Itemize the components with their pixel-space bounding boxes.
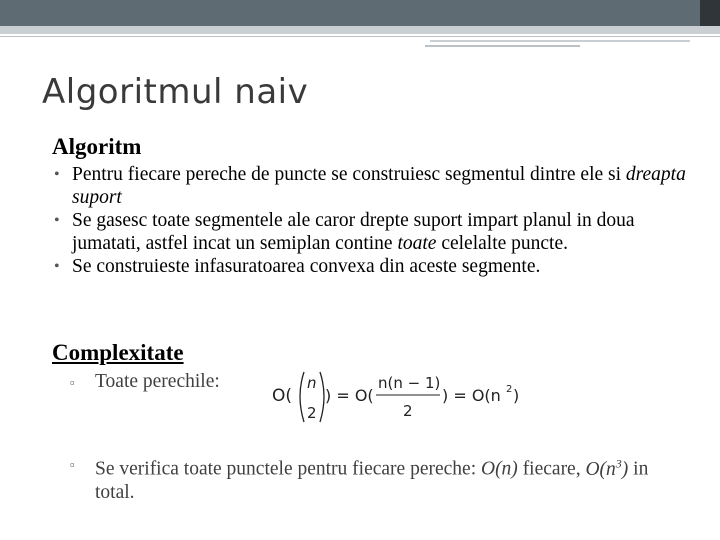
complexity-item-pairs	[70, 370, 220, 393]
pairs-formula	[270, 366, 530, 428]
complexity-item-check	[70, 452, 670, 504]
bullet-dot-icon: •	[54, 212, 60, 229]
algorithm-bullet-list	[54, 163, 704, 278]
fraction-numerator: n(n − 1)	[378, 374, 441, 392]
section-heading-complexitate: Complexitate	[52, 340, 184, 365]
header-bar	[0, 0, 720, 26]
check-text: Se verifica toate punctele pentru fiecare pereche: O(n) fiecare, $O(n^3)$ in total.	[95, 456, 649, 503]
square-bullet-icon: ▫	[70, 375, 75, 390]
pairs-label: Toate perechile:	[95, 371, 220, 392]
formula-close: )	[513, 386, 520, 405]
section-heading-algoritm: Algoritm	[52, 134, 142, 159]
bullet-dot-icon: •	[54, 166, 60, 183]
header-bar-accent	[700, 0, 720, 26]
header-rule-short	[430, 40, 690, 42]
formula-exponent: 2	[506, 384, 513, 395]
complexity-total: $O(n^3)$	[585, 456, 629, 480]
binom-bottom: 2	[307, 404, 317, 422]
formula-o-open: O(	[272, 386, 293, 406]
fraction-denominator: 2	[403, 402, 413, 420]
formula-eq1: ) = O(	[325, 386, 374, 405]
binom-top: n	[307, 374, 317, 392]
square-bullet-icon: ▫	[70, 457, 75, 472]
complexity-per-pair: O(n)	[480, 458, 518, 480]
slide-title: Algoritmul naiv	[42, 72, 309, 112]
bullet-dot-icon: •	[54, 258, 60, 275]
header-strip	[0, 26, 720, 34]
header-rule	[0, 36, 720, 37]
binom-right-paren	[320, 372, 324, 422]
algorithm-bullet-item: • Pentru fiecare pereche de puncte se construiesc segmentul dintre ele si dreapta suport	[54, 164, 686, 208]
algorithm-bullet-item: • Se construieste infasuratoarea convexa din aceste segmente.	[54, 256, 541, 277]
algorithm-bullet-item: • Se gasesc toate segmentele ale caror drepte suport impart planul in doua jumatati, astfel incat un semiplan contine toate celelalte puncte.	[54, 210, 635, 254]
binom-left-paren	[300, 372, 304, 422]
formula-eq2: ) = O(n	[442, 386, 501, 405]
header-rule-short-2	[425, 45, 580, 47]
